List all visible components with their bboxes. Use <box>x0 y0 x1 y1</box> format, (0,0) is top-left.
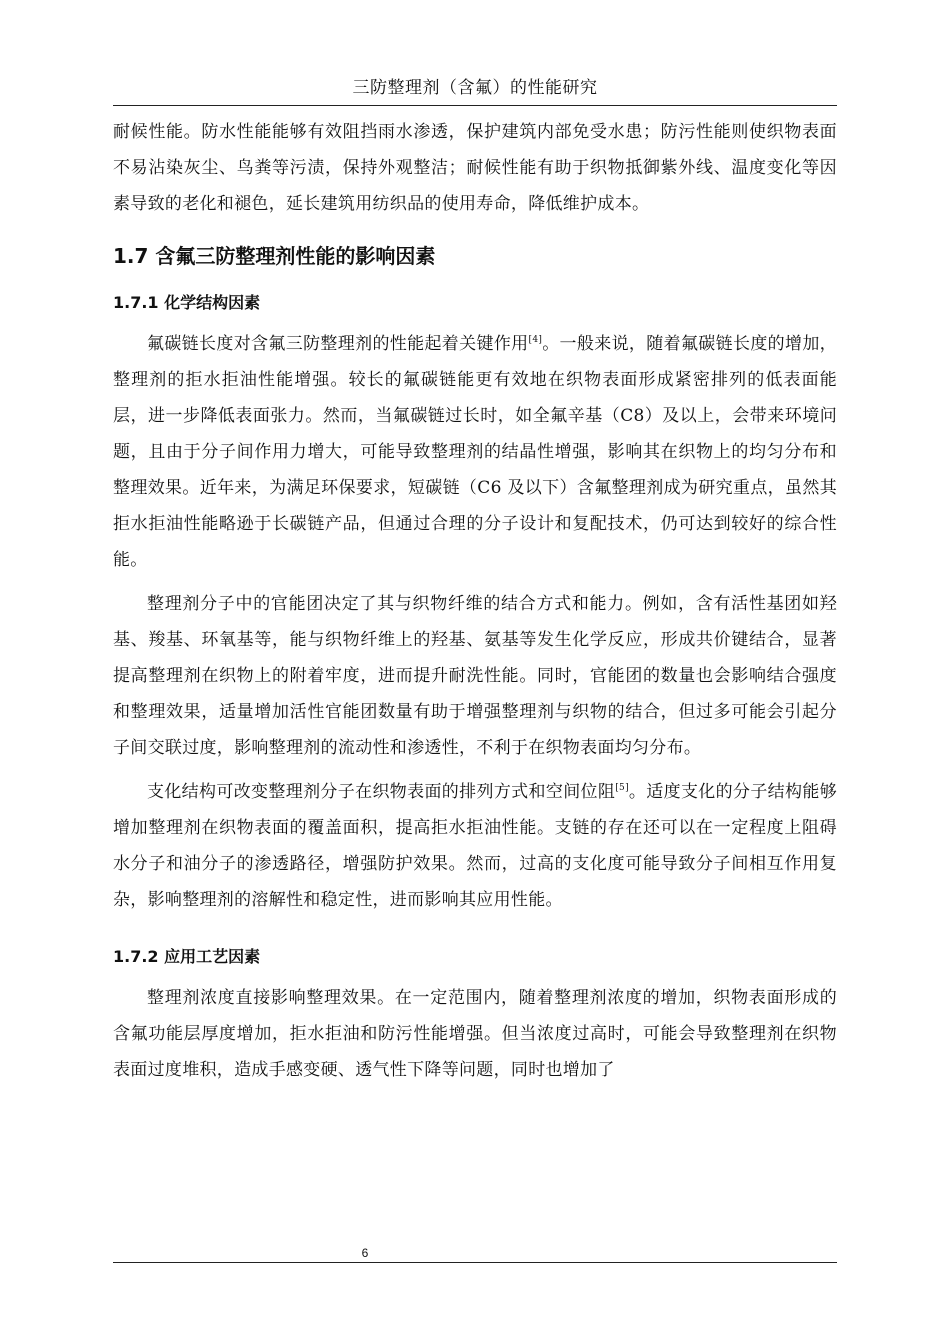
paragraph-text: 。适度支化的分子结构能够增加整理剂在织物表面的覆盖面积，提高拒水拒油性能。支链的存在还可以在一定程度上阻碍水分子和油分子的渗透路径，增强防护效果。然而，过高的支化度可能导致分子间相互作用复杂，影响整理剂的溶解性和稳定性，进而影响其应用性能。 <box>113 782 837 910</box>
citation-ref: [5] <box>615 783 629 793</box>
paragraph-functional-groups: 整理剂分子中的官能团决定了其与织物纤维的结合方式和能力。例如，含有活性基团如羟基、羧基、环氧基等，能与织物纤维上的羟基、氨基等发生化学反应，形成共价键结合，显著提高整理剂在织物上的附着牢度，进而提升耐洗性能。同时，官能团的数量也会影响结合强度和整理效果，适量增加活性官能团数量有助于增强整理剂与织物的结合，但过多可能会引起分子间交联过度，影响整理剂的流动性和渗透性，不利于在织物表面均匀分布。 <box>113 594 837 758</box>
section-heading-1-7: 1.7 含氟三防整理剂性能的影响因素 <box>113 244 436 268</box>
header-divider <box>113 105 837 106</box>
footer-divider <box>113 1262 837 1263</box>
intro-paragraph: 耐候性能。防水性能能够有效阻挡雨水渗透，保护建筑内部免受水患；防污性能则使织物表面不易沾染灰尘、鸟粪等污渍，保持外观整洁；耐候性能有助于织物抵御紫外线、温度变化等因素导致的老化和褪色，延长建筑用纺织品的使用寿命，降低维护成本。 <box>113 122 837 214</box>
page-body <box>113 114 837 1088</box>
paragraph-concentration: 整理剂浓度直接影响整理效果。在一定范围内，随着整理剂浓度的增加，织物表面形成的含氟功能层厚度增加，拒水拒油和防污性能增强。但当浓度过高时，可能会导致整理剂在织物表面过度堆积，造成手感变硬、透气性下降等问题，同时也增加了 <box>113 988 837 1080</box>
paragraph-fluorocarbon-chain <box>113 326 837 578</box>
paragraph-branched-structure <box>113 774 837 918</box>
subsection-heading-1-7-1: 1.7.1 化学结构因素 <box>113 293 261 312</box>
citation-ref: [4] <box>528 335 543 345</box>
paragraph-text: 支化结构可改变整理剂分子在织物表面的排列方式和空间位阻 <box>147 782 616 802</box>
page-number: 6 <box>361 1246 369 1260</box>
running-header: 三防整理剂（含氟）的性能研究 <box>352 78 598 98</box>
subsection-heading-1-7-2: 1.7.2 应用工艺因素 <box>113 947 261 966</box>
paragraph-text: 。一般来说，随着氟碳链长度的增加，整理剂的拒水拒油性能增强。较长的氟碳链能更有效地在织物表面形成紧密排列的低表面能层，进一步降低表面张力。然而，当氟碳链过长时，如全氟辛基（C8）及以上，会带来环境问题，且由于分子间作用力增大，可能导致整理剂的结晶性增强，影响其在织物上的均匀分布和整理效果。近年来，为满足环保要求，短碳链（C6 及以下）含氟整理剂成为研究重点，虽然其拒水拒油性能略逊于长碳链产品，但通过合理的分子设计和复配技术，仍可达到较好的综合性能。 <box>113 334 837 570</box>
paragraph-text: 氟碳链长度对含氟三防整理剂的性能起着关键作用 <box>147 334 529 354</box>
